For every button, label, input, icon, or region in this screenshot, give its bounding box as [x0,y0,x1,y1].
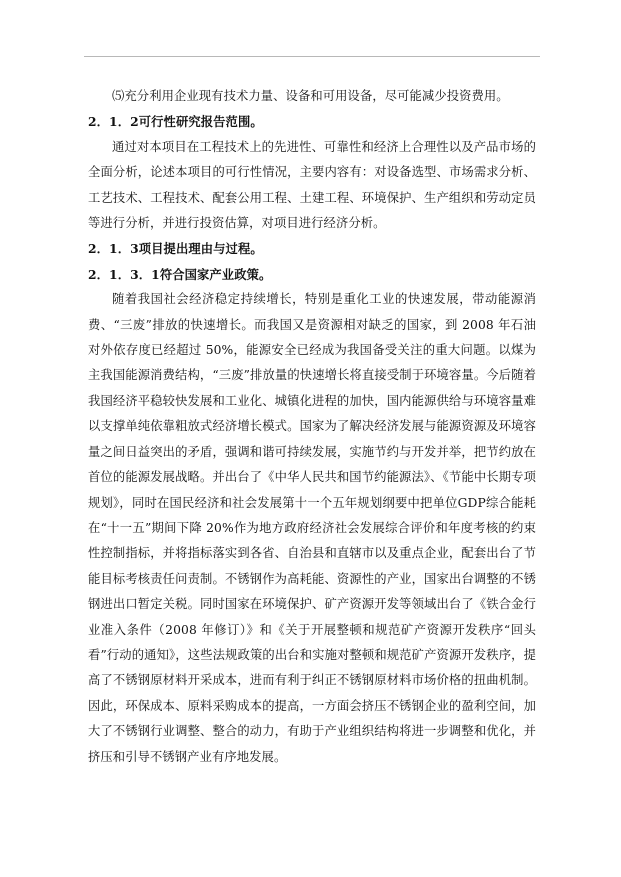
heading-2-1-3: 2．1．3项目提出理由与过程。 [88,241,263,257]
paragraph-policy: 随着我国社会经济稳定持续增长，特别是重化工业的快速发展，带动能源消费、“三废”排放的快速增长。而我国又是资源相对缺乏的国家，到 2008 年石油对外依存度已经超过 50%，能源安全已经成为我国备受关注的重大问题。以煤为主我国能源消费结构，“三废”排放量的快速增长将直接受制于环境容量。今后随着我国经济平稳较快发展和工业化、城镇化进程的加快，国内能源供给与环境容量难以支撑单纯依靠粗放式经济增长模式。国家为了解决经济发展与能源资源及环境容量之间日益突出的矛盾，强调和谐可持续发展，实施节约与开发并举，把节约放在首位的能源发展战略。并出台了《中华人民共和国节约能源法》、《节能中长期专项规划》，同时在国民经济和社会发展第十一个五年规划纲要中把单位GDP综合能耗在“十一五”期间下降 20%作为地方政府经济社会发展综合评价和年度考核的约束性控制指标，并将指标落实到各省、自治县和直辖市以及重点企业，配套出台了节能目标考核责任问责制。不锈钢作为高耗能、资源性的产业，国家出台调整的不锈钢进出口暂定关税。同时国家在环境保护、矿产资源开发等领域出台了《铁合金行业准入条件（2008 年修订）》和《关于开展整顿和规范矿产资源开发秩序“回头看”行动的通知》，这些法规政策的出台和实施对整顿和规范矿产资源开发秩序，提高了不锈钢原材料开采成本，进而有利于纠正不锈钢原材料市场价格的扭曲机制。因此，环保成本、原料采购成本的提高，一方面会挤压不锈钢企业的盈利空间，加大了不锈钢行业调整、整合的动力，有助于产业组织结构将进一步调整和优化，并挤压和引导不锈钢产业有序地发展。 [88,292,536,764]
header-rule [84,56,540,57]
heading-2-1-2: 2．1．2可行性研究报告范围。 [88,114,263,130]
document-body [88,84,536,770]
paragraph-item-5: ⑸充分利用企业现有技术力量、设备和可用设备，尽可能减少投资费用。 [112,89,509,103]
paragraph-scope: 通过对本项目在工程技术上的先进性、可靠性和经济上合理性以及产品市场的全面分析，论述本项目的可行性情况，主要内容有：对设备选型、市场需求分析、工艺技术、工程技术、配套公用工程、土建工程、环境保护、生产组织和劳动定员等进行分析，并进行投资估算，对项目进行经济分析。 [88,139,536,231]
heading-2-1-3-1: 2．1．3．1符合国家产业政策。 [88,266,272,282]
